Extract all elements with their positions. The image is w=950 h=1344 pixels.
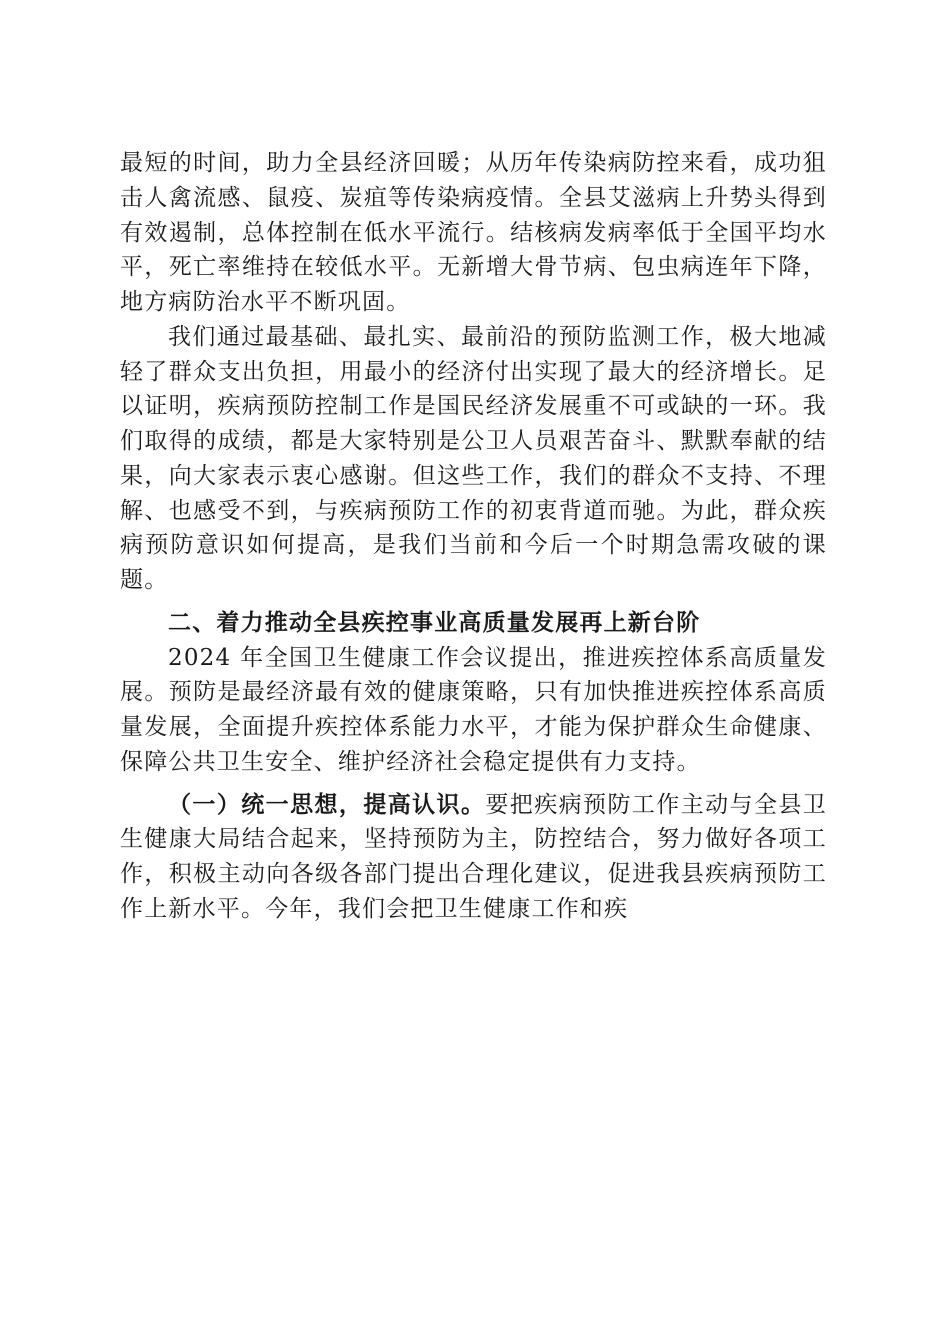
paragraph-national-conference: 2024 年全国卫生健康工作会议提出，推进疾控体系高质量发展。预防是最经济最有效的健康策略，只有加快推进疾控体系高质量发展，全面提升疾控体系能力水平，才能为保护群众生命健康、保障公共卫生安全、维护经济社会稳定提供有力支持。 [120,644,827,775]
subsection-lead: （一）统一思想，提高认识。 [168,790,486,818]
document-page [120,146,827,927]
paragraph-unify-thinking [120,788,827,927]
section-heading-2: 二、着力推动全县疾控事业高质量发展再上新台阶 [168,609,701,636]
paragraph-prevention-work: 我们通过最基础、最扎实、最前沿的预防监测工作，极大地减轻了群众支出负担，用最小的经济付出实现了最大的经济增长。足以证明，疾病预防控制工作是国民经济发展重不可或缺的一环。我们取得的成绩，都是大家特别是公卫人员艰苦奋斗、默默奉献的结果，向大家表示衷心感谢。但这些工作，我们的群众不支持、不理解、也感受不到，与疾病预防工作的初衷背道而驰。为此，群众疾病预防意识如何提高，是我们当前和今后一个时期急需攻破的课题。 [120,323,827,593]
paragraph-epidemic-results: 最短的时间，助力全县经济回暖；从历年传染病防控来看，成功狙击人禽流感、鼠疫、炭疽等传染病疫情。全县艾滋病上升势头得到有效遏制，总体控制在低水平流行。结核病发病率低于全国平均水平，死亡率维持在较低水平。无新增大骨节病、包虫病连年下降，地方病防治水平不断巩固。 [120,150,827,315]
subsection-body: 要把疾病预防工作主动与全县卫生健康大局结合起来，坚持预防为主，防控结合，努力做好各项工作，积极主动向各级各部门提出合理化建议，促进我县疾病预防工作上新水平。今年，我们会把卫生健康工作和疾 [120,791,827,922]
